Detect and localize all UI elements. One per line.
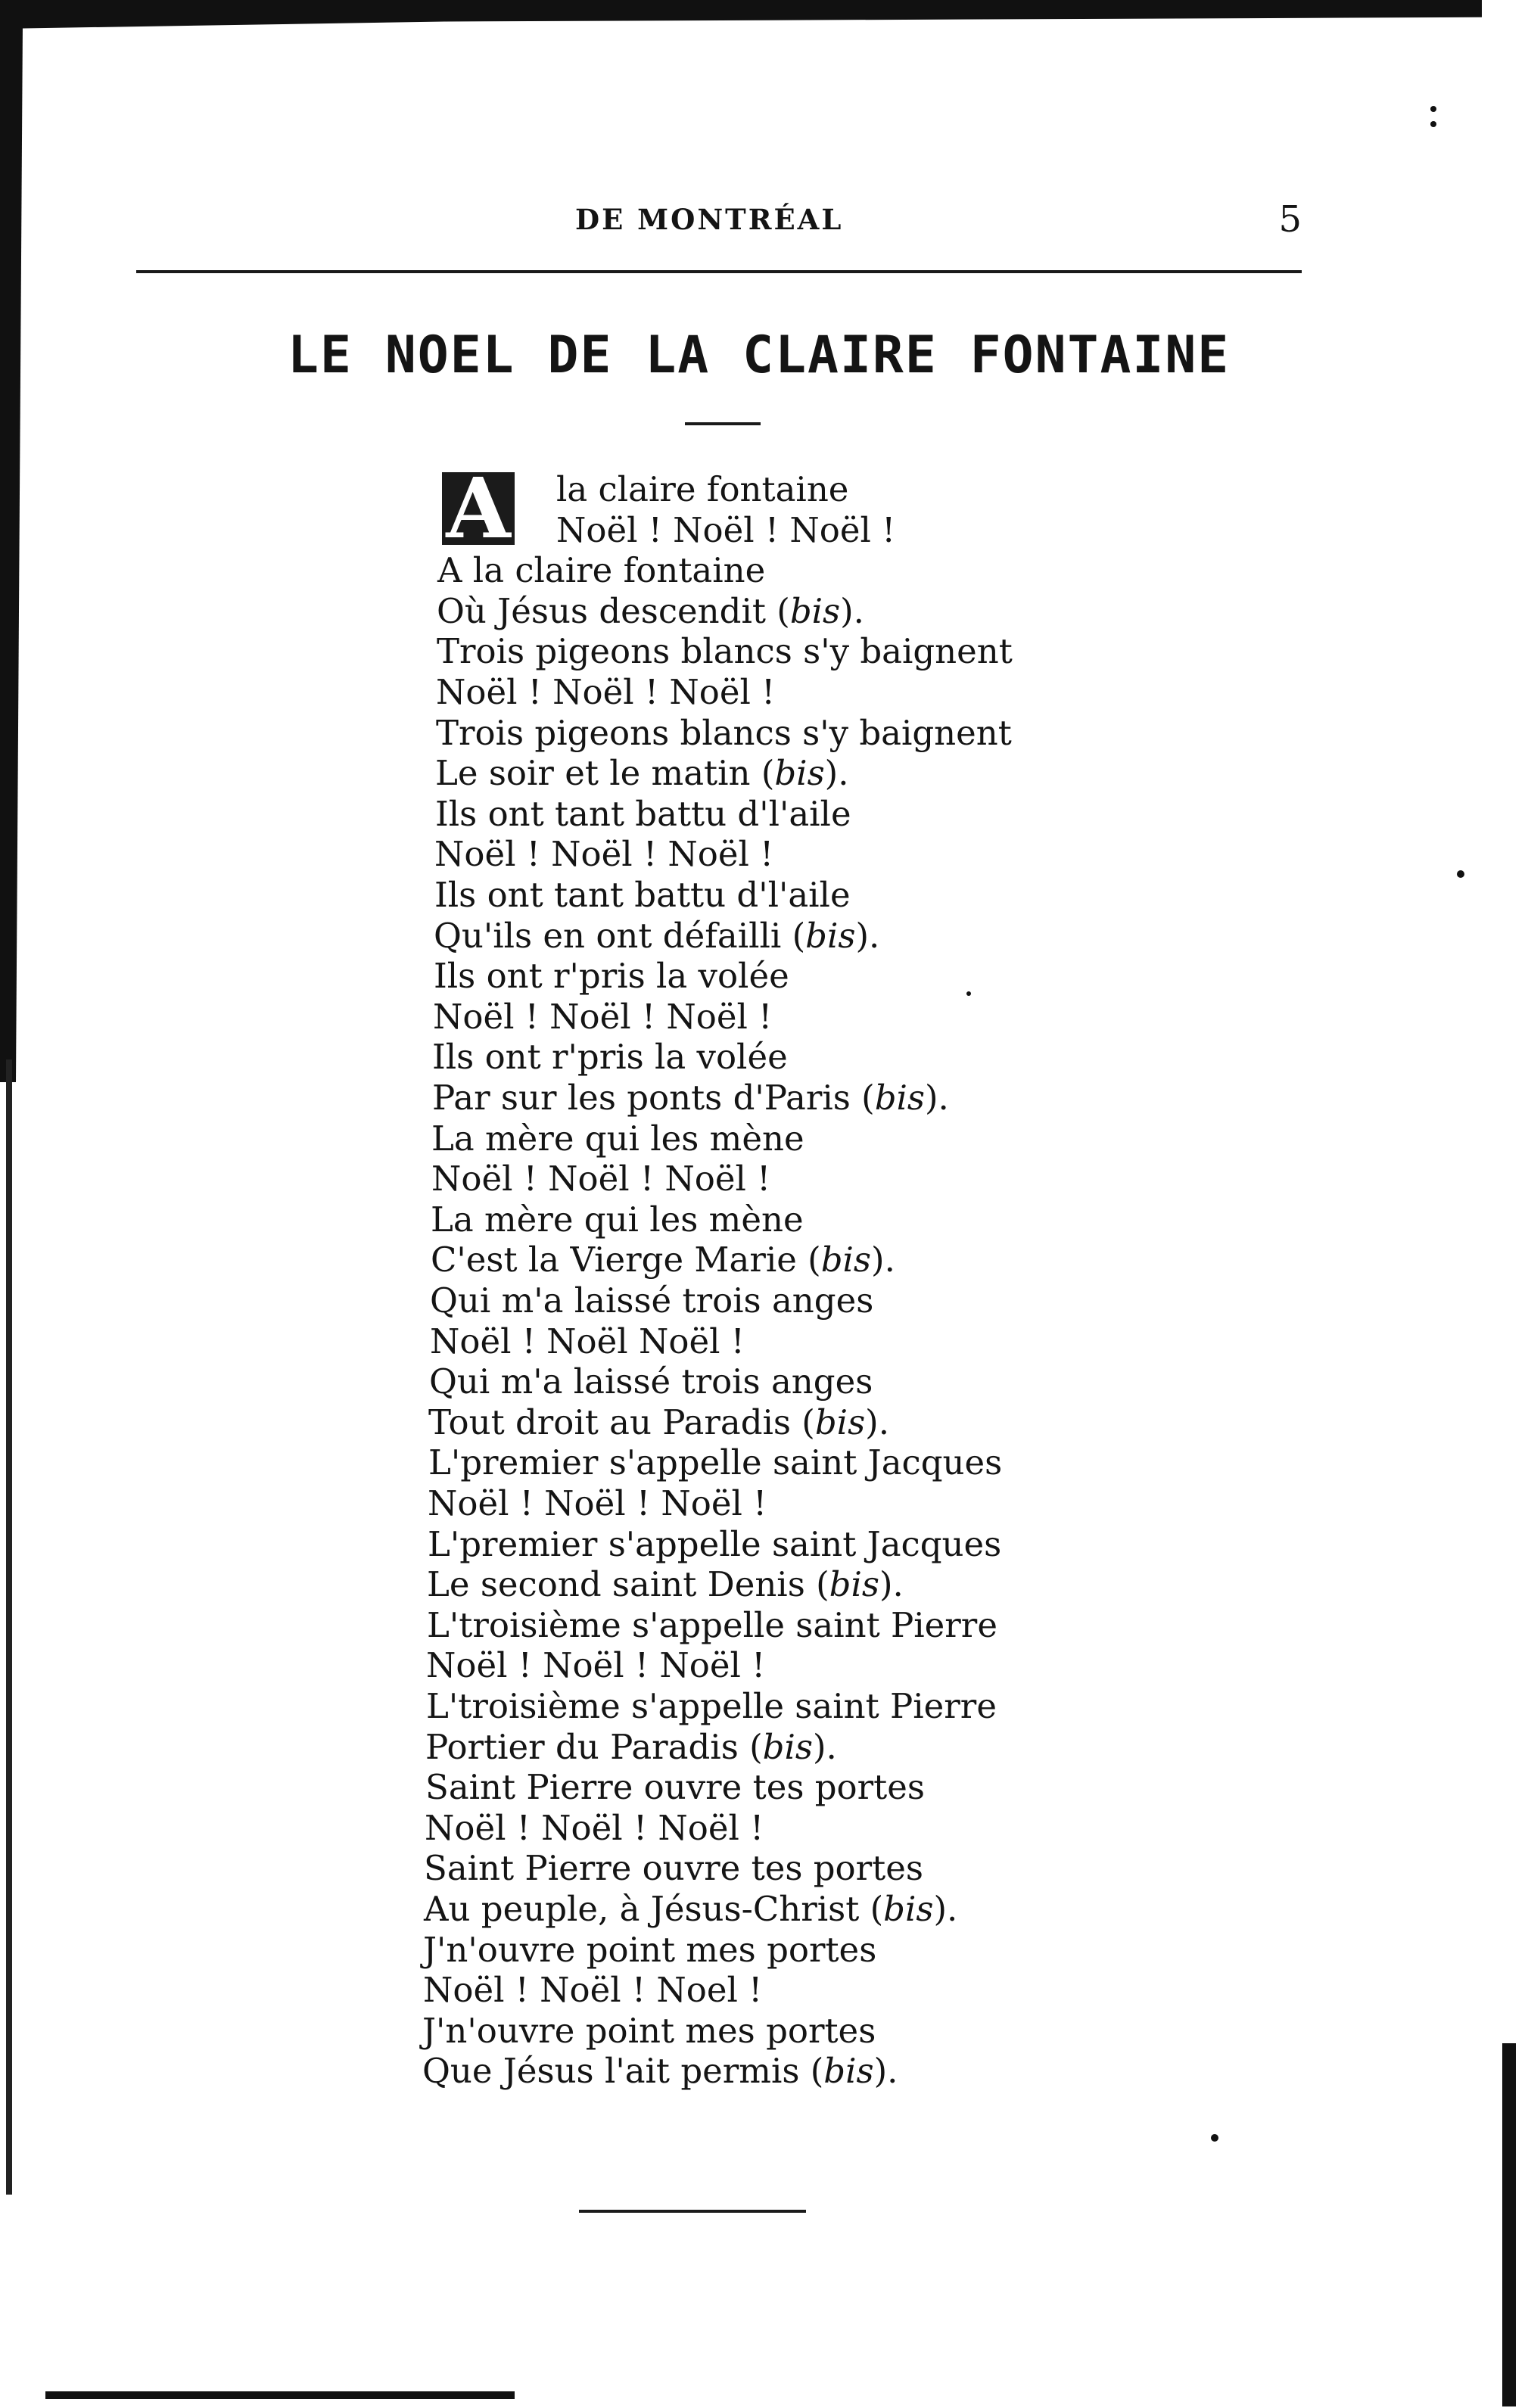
scan-speck bbox=[1430, 121, 1436, 127]
verse-line: Trois pigeons blancs s'y baignent bbox=[436, 713, 1012, 753]
scan-speck bbox=[1457, 870, 1464, 878]
verse-line: Trois pigeons blancs s'y baignent bbox=[437, 631, 1013, 671]
verse-line: Portier du Paradis (bis). bbox=[425, 1727, 837, 1767]
verse-line: Tout droit au Paradis (bis). bbox=[428, 1402, 890, 1442]
scan-edge-left bbox=[0, 23, 23, 1082]
verse-line: Ils ont tant battu d'l'aile bbox=[434, 875, 851, 915]
verse-line: Qu'ils en ont défailli (bis). bbox=[434, 916, 880, 956]
verse-line: Noël ! Noël ! Noël ! bbox=[425, 1808, 764, 1848]
verse-line: J'n'ouvre point mes portes bbox=[422, 2011, 876, 2051]
verse-line: Noël ! Noël ! Noel ! bbox=[423, 1970, 763, 2010]
verse-line: Noël ! Noël ! Noël ! bbox=[434, 834, 774, 874]
verse-line: Par sur les ponts d'Paris (bis). bbox=[432, 1078, 949, 1118]
verse-line: Au peuple, à Jésus-Christ (bis). bbox=[424, 1889, 958, 1929]
title-rule bbox=[685, 422, 761, 425]
song-title: LE NOEL DE LA CLAIRE FONTAINE bbox=[288, 325, 1231, 385]
verse-line: Saint Pierre ouvre tes portes bbox=[425, 1767, 925, 1807]
drop-cap: A bbox=[437, 468, 519, 549]
header-rule bbox=[136, 270, 1302, 273]
scan-speck bbox=[1430, 106, 1436, 112]
scan-edge-bottom bbox=[45, 2391, 515, 2399]
verse-line: Ils ont tant battu d'l'aile bbox=[435, 794, 851, 834]
running-title: DE MONTRÉAL bbox=[575, 203, 844, 236]
verse-line: Noël ! Noël ! Noël ! bbox=[431, 1159, 771, 1199]
verse-line: Noël ! Noël ! Noël ! bbox=[426, 1645, 766, 1685]
closing-rule bbox=[579, 2210, 806, 2213]
verse-line: Qui m'a laissé trois anges bbox=[429, 1361, 873, 1402]
verse-line: Où Jésus descendit (bis). bbox=[437, 591, 864, 631]
verse-line: Saint Pierre ouvre tes portes bbox=[424, 1848, 923, 1888]
verse-line: Qui m'a laissé trois anges bbox=[430, 1280, 874, 1321]
scan-speck bbox=[1211, 2134, 1218, 2142]
running-head bbox=[136, 198, 1302, 259]
verse-line: Ils ont r'pris la volée bbox=[432, 1037, 788, 1077]
scan-edge-left-thin bbox=[6, 1059, 12, 2195]
verse-line: la claire fontaine bbox=[556, 469, 849, 509]
verse-line: C'est la Vierge Marie (bis). bbox=[431, 1240, 895, 1280]
page-number: 5 bbox=[1278, 198, 1302, 241]
verse-line: Noël ! Noël ! Noël ! bbox=[556, 510, 896, 550]
verse-line: L'troisième s'appelle saint Pierre bbox=[427, 1605, 997, 1645]
verse-line: J'n'ouvre point mes portes bbox=[423, 1930, 877, 1970]
verse-line: Noël ! Noël ! Noël ! bbox=[433, 997, 773, 1037]
scan-edge-right bbox=[1502, 2043, 1516, 2406]
verse-line: Noël ! Noël ! Noël ! bbox=[436, 672, 776, 712]
verse-line: L'troisième s'appelle saint Pierre bbox=[426, 1686, 997, 1726]
verse-line: Noël ! Noël ! Noël ! bbox=[428, 1483, 767, 1523]
verse-line: Le soir et le matin (bis). bbox=[435, 753, 849, 793]
verse-line: La mère qui les mène bbox=[431, 1199, 804, 1240]
verse-line: L'premier s'appelle saint Jacques bbox=[428, 1524, 1002, 1564]
scan-speck bbox=[966, 991, 971, 996]
verse-line: L'premier s'appelle saint Jacques bbox=[428, 1442, 1003, 1482]
verse-line: Le second saint Denis (bis). bbox=[427, 1564, 904, 1604]
verse-line: Noël ! Noël Noël ! bbox=[430, 1321, 745, 1361]
scan-edge-top bbox=[0, 0, 1482, 29]
verse-line: La mère qui les mène bbox=[431, 1118, 804, 1159]
verse-line: Ils ont r'pris la volée bbox=[434, 956, 789, 996]
verse-line: Que Jésus l'ait permis (bis). bbox=[422, 2051, 898, 2091]
verse-line: A la claire fontaine bbox=[437, 550, 766, 590]
